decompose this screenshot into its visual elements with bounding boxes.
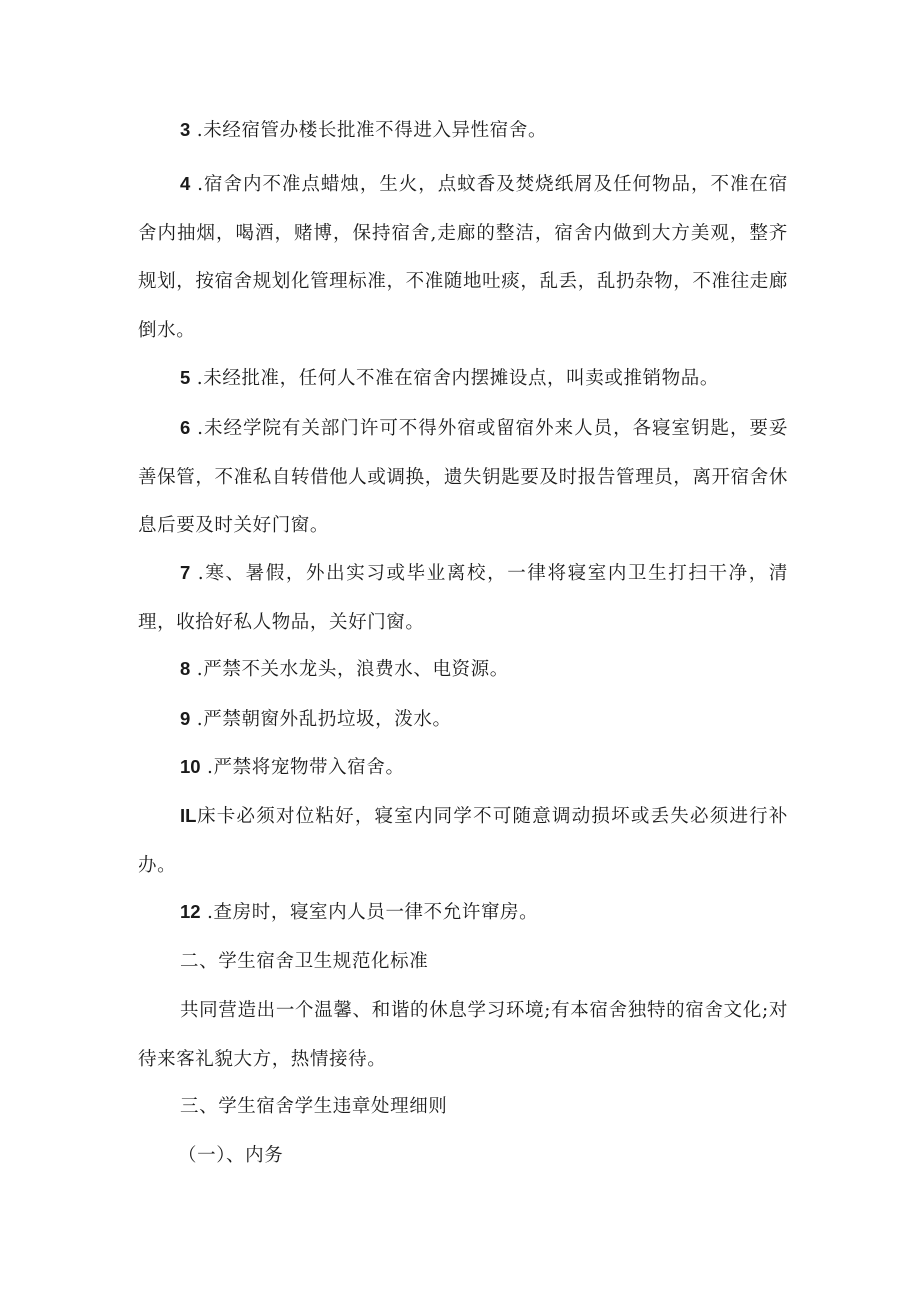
rule-number: IL — [180, 805, 197, 826]
rule-number: 7 — [180, 562, 191, 583]
rule-text: .严禁朝窗外乱扔垃圾，泼水。 — [190, 709, 452, 730]
rule-number: 10 — [180, 756, 201, 777]
rule-item-9 — [138, 695, 788, 745]
rule-text: .宿舍内不准点蜡烛，生火，点蚊香及焚烧纸屑及任何物品，不准在宿舍内抽烟，喝酒，赌博，保持宿舍,走廊的整洁，宿舍内做到大方美观，整齐规划，按宿舍规划化管理标准，不准随地吐痰，乱丢，乱扔杂物，不准往走廊倒水。 — [138, 174, 788, 341]
rule-text: .未经宿管办楼长批准不得进入异性宿舍。 — [190, 120, 548, 141]
rule-number: 3 — [180, 119, 191, 140]
section-2-heading: 二、学生宿舍卫生规范化标准 — [180, 951, 429, 972]
rule-item-4 — [138, 160, 788, 355]
rule-number: 6 — [180, 417, 191, 438]
rule-item-11 — [138, 792, 788, 890]
rule-text: .寒、暑假，外出实习或毕业离校，一律将寝室内卫生打扫干净，清理，收拾好私人物品，关好门窗。 — [138, 563, 788, 633]
rule-number: 9 — [180, 708, 191, 729]
rule-text: .查房时，寝室内人员一律不允许窜房。 — [200, 902, 539, 923]
rule-text: 床卡必须对位粘好，寝室内同学不可随意调动损坏或丢失必须进行补办。 — [138, 806, 788, 876]
rule-item-3 — [138, 106, 788, 156]
subsection-1-heading: （一）、内务 — [178, 1145, 284, 1166]
rule-item-12 — [138, 888, 788, 938]
rule-number: 8 — [180, 658, 191, 679]
section-2-body: 共同营造出一个温馨、和谐的休息学习环境;有本宿舍独特的宿舍文化;对待来客礼貌大方，热情接待。 — [138, 1000, 788, 1070]
rule-number: 12 — [180, 901, 201, 922]
rule-text: .未经批准，任何人不准在宿舍内摆摊设点，叫卖或推销物品。 — [190, 368, 719, 389]
rule-item-8 — [138, 645, 788, 695]
rule-text: .严禁不关水龙头，浪费水、电资源。 — [190, 659, 509, 680]
section-3-heading: 三、学生宿舍学生违章处理细则 — [180, 1096, 448, 1117]
rule-text: .严禁将宠物带入宿舍。 — [200, 757, 405, 778]
rule-item-6 — [138, 404, 788, 551]
rule-number: 5 — [180, 367, 191, 388]
rule-number: 4 — [180, 173, 191, 194]
rule-item-10 — [138, 743, 788, 793]
rule-item-7 — [138, 549, 788, 647]
rule-text: .未经学院有关部门许可不得外宿或留宿外来人员，各寝室钥匙，要妥善保管，不准私自转借他人或调换，遗失钥匙要及时报告管理员，离开宿舍休息后要及时关好门窗。 — [138, 418, 788, 536]
rule-item-5 — [138, 354, 788, 404]
